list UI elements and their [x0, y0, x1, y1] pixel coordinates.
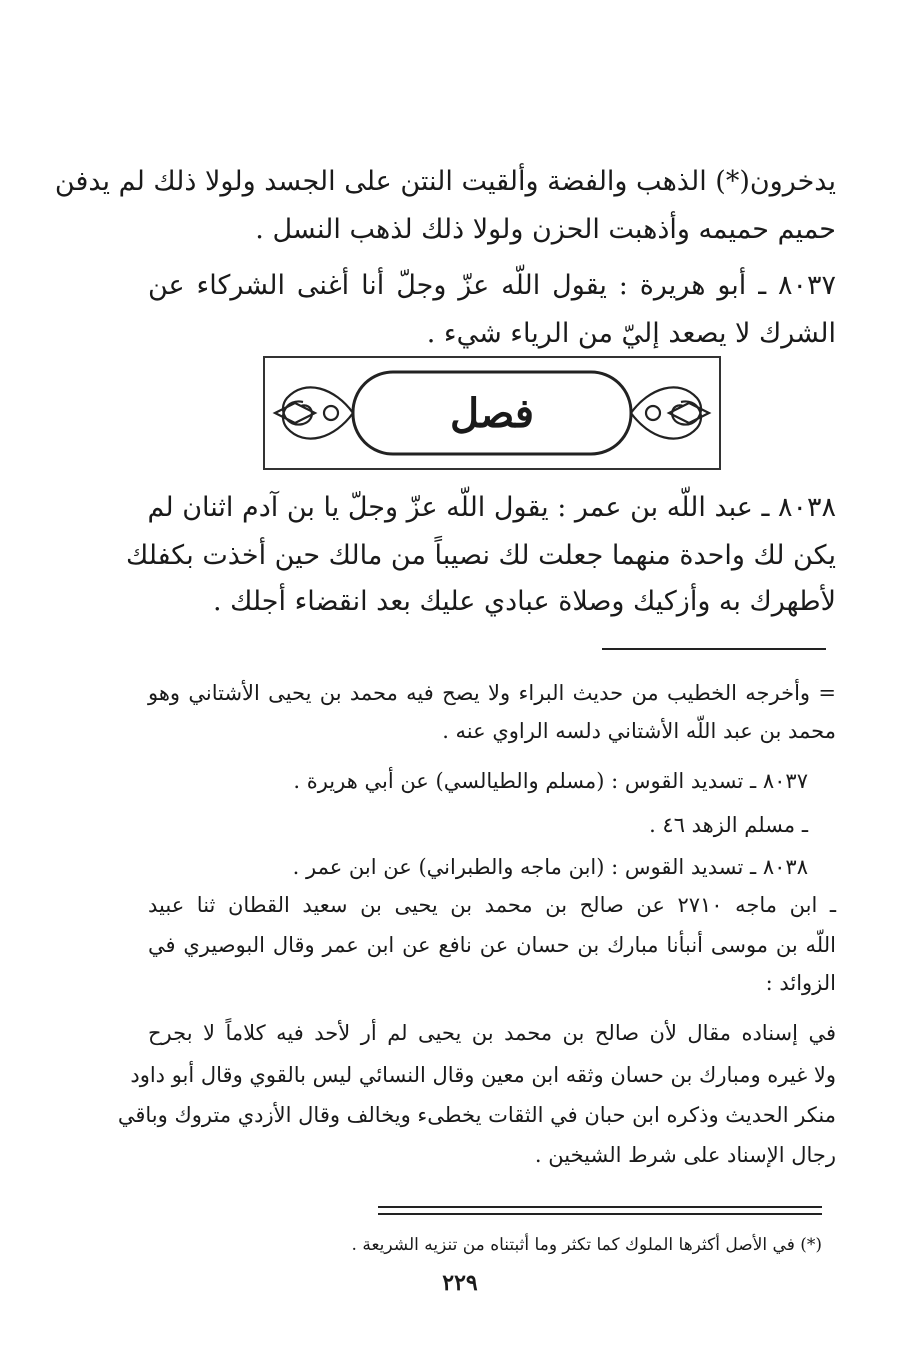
note-line: اللّه بن موسى أنبأنا مبارك بن حسان عن نافع عن ابن عمر وقال البوصيري في [148, 933, 836, 957]
note-line: في إسناده مقال لأن صالح بن محمد بن يحيى لم أر لأحد فيه كلاماً لا بجرح [148, 1021, 836, 1045]
footnote: (*) في الأصل أكثرها الملوك كما تكثر وما أثبتناه من تنزيه الشريعة . [351, 1235, 822, 1255]
notes-separator [602, 648, 826, 650]
section-heading: فصل [449, 390, 535, 437]
section-heading-frame [263, 356, 721, 470]
note-line: ـ مسلم الزهد ٤٦ . [649, 813, 808, 837]
note-line: محمد بن عبد اللّه الأشتاني دلسه الراوي عنه . [442, 719, 836, 743]
footnote-rule [378, 1206, 822, 1208]
main-text-line: ٨٠٣٨ ـ عبد اللّه بن عمر : يقول اللّه عزّ وجلّ يا بن آدم اثنان لم [147, 492, 836, 523]
note-line: ـ ابن ماجه ٢٧١٠ عن صالح بن محمد بن يحيى بن سعيد القطان ثنا عبيد [148, 893, 837, 917]
note-line: رجال الإسناد على شرط الشيخين . [534, 1143, 836, 1167]
note-line: = وأخرجه الخطيب من حديث البراء ولا يصح فيه محمد بن يحيى الأشتاني وهو [148, 681, 836, 705]
main-text-line: ٨٠٣٧ ـ أبو هريرة : يقول اللّه عزّ وجلّ أنا أغنى الشركاء عن [148, 270, 836, 301]
note-line: ٨٠٣٨ ـ تسديد القوس : (ابن ماجه والطبراني) عن ابن عمر . [292, 855, 808, 879]
main-text-line: لأطهرك به وأزكيك وصلاة عبادي عليك بعد انقضاء أجلك . [212, 586, 836, 617]
note-line: ٨٠٣٧ ـ تسديد القوس : (مسلم والطيالسي) عن أبي هريرة . [293, 769, 808, 793]
main-text-line: الشرك لا يصعد إليّ من الرياء شيء . [426, 318, 836, 349]
page-number: ٢٢٩ [442, 1270, 478, 1296]
note-line: الزوائد : [765, 971, 836, 995]
main-text-line: حميم حميمه وأذهبت الحزن ولولا ذلك لذهب النسل . [255, 214, 836, 245]
footnote-rule [378, 1213, 822, 1215]
note-line: منكر الحديث وذكره ابن حبان في الثقات يخطىء ويخالف وقال الأزدي متروك وباقي [117, 1103, 836, 1127]
note-line: ولا غيره ومبارك بن حسان وثقه ابن معين وقال النسائي ليس بالقوي وقال أبو داود [130, 1063, 836, 1087]
main-text-line: يكن لك واحدة منهما جعلت لك نصيباً من مالك حين أخذت بكفلك [125, 540, 836, 571]
main-text-line: يدخرون(*) الذهب والفضة وألقيت النتن على الجسد ولولا ذلك لم يدفن [54, 166, 836, 197]
